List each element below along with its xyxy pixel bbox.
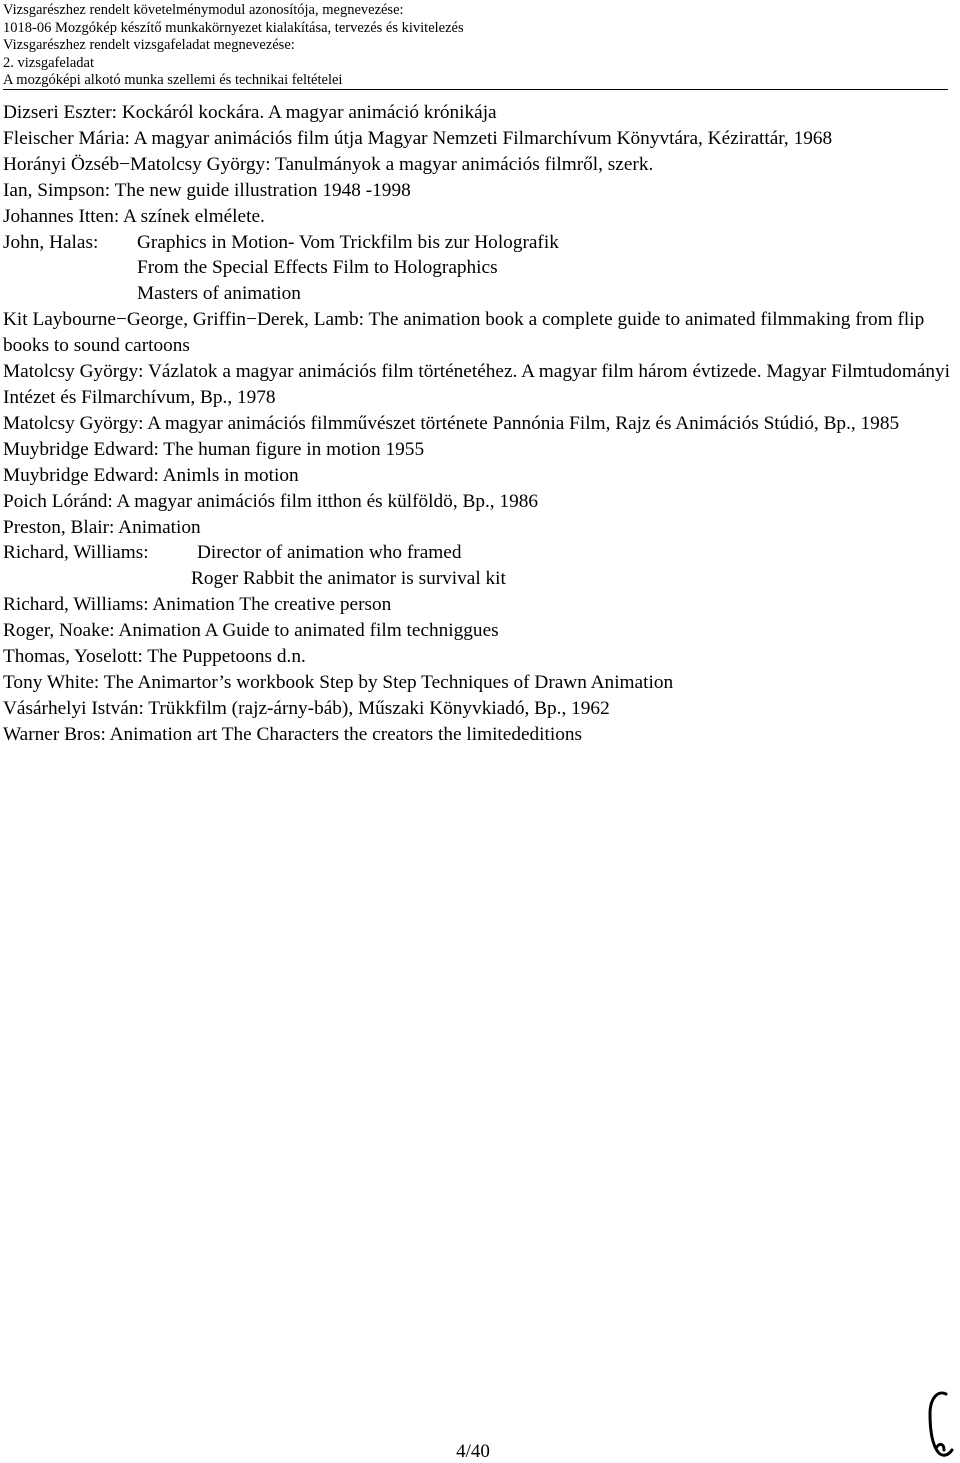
page-number: 4/40	[456, 1441, 490, 1462]
reference-item: Matolcsy György: A magyar animációs filmművészet története Pannónia Film, Rajz és Animációs Stúdió, Bp., 1985	[3, 412, 900, 434]
reference-item: Muybridge Edward: The human figure in motion 1955	[3, 438, 425, 460]
reference-item: Ian, Simpson: The new guide illustration 1948 -1998	[3, 179, 411, 201]
reference-item: Matolcsy György: Vázlatok a magyar animációs film történetéhez. A magyar film három évtizede. Magyar Filmtudományi Intézet és Filmarchívum, Bp., 1978	[3, 361, 951, 408]
reference-item: Vásárhelyi István: Trükkfilm (rajz-árny-báb), Műszaki Könyvkiadó, Bp., 1962	[3, 697, 610, 719]
header-line-module-label: Vizsgarészhez rendelt követelménymodul azonosítója, megnevezése:	[3, 2, 404, 18]
reference-title-line: Graphics in Motion- Vom Trickfilm bis zur Holografik	[137, 231, 559, 253]
reference-item: Fleischer Mária: A magyar animációs film útja Magyar Nemzeti Filmarchívum Könyvtára, Kézirattár, 1968	[3, 127, 833, 149]
reference-item: Thomas, Yoselott: The Puppetoons d.n.	[3, 646, 306, 668]
header-line-task-name: A mozgóképi alkotó munka szellemi és technikai feltételei	[3, 72, 343, 89]
header-line-task-label: Vizsgarészhez rendelt vizsgafeladat megnevezése:	[3, 37, 295, 54]
reference-author-label: Richard, Williams:	[3, 542, 149, 564]
reference-item-halas	[3, 230, 953, 256]
reference-item: Johannes Itten: A színek elmélete.	[3, 205, 265, 227]
reference-title-line: Director of animation who framed	[197, 542, 462, 564]
reference-title-line: From the Special Effects Film to Holographics	[137, 257, 498, 279]
reference-item: Muybridge Edward: Animls in motion	[3, 464, 299, 486]
header-line-task-number: 2. vizsgafeladat	[3, 54, 94, 71]
reference-item: Warner Bros: Animation art The Characters the creators the limitededitions	[3, 723, 583, 745]
header-line-module-name: 1018-06 Mozgókép készítő munkakörnyezet kialakítása, tervezés és kivitelezés	[3, 19, 464, 36]
reference-title-line: Roger Rabbit the animator is survival kit	[191, 568, 506, 590]
reference-item: Dizseri Eszter: Kockáról kockára. A magyar animáció krónikája	[3, 102, 497, 123]
reference-item: Kit Laybourne−George, Griffin−Derek, Lamb: The animation book a complete guide to animated filmmaking from flip books to sound cartoons	[3, 309, 925, 357]
header-divider	[3, 89, 948, 90]
document-header	[3, 2, 943, 90]
reference-item: Horányi Özséb−Matolcsy György: Tanulmányok a magyar animációs filmről, szerk.	[3, 153, 654, 175]
reference-item: Poich Lóránd: A magyar animációs film itthon és külföldö, Bp., 1986	[3, 490, 538, 512]
reference-title-line: Masters of animation	[137, 283, 301, 305]
reference-list	[3, 100, 953, 748]
reference-item: Roger, Noake: Animation A Guide to animated film techniggues	[3, 620, 499, 642]
reference-item-williams	[3, 540, 953, 566]
reference-item: Tony White: The Animartor’s workbook Step by Step Techniques of Drawn Animation	[3, 671, 674, 693]
reference-item: Richard, Williams: Animation The creative person	[3, 594, 392, 616]
reference-author-label: John, Halas:	[3, 231, 99, 253]
reference-item: Preston, Blair: Animation	[3, 516, 201, 538]
handwritten-initial-mark	[922, 1388, 956, 1460]
